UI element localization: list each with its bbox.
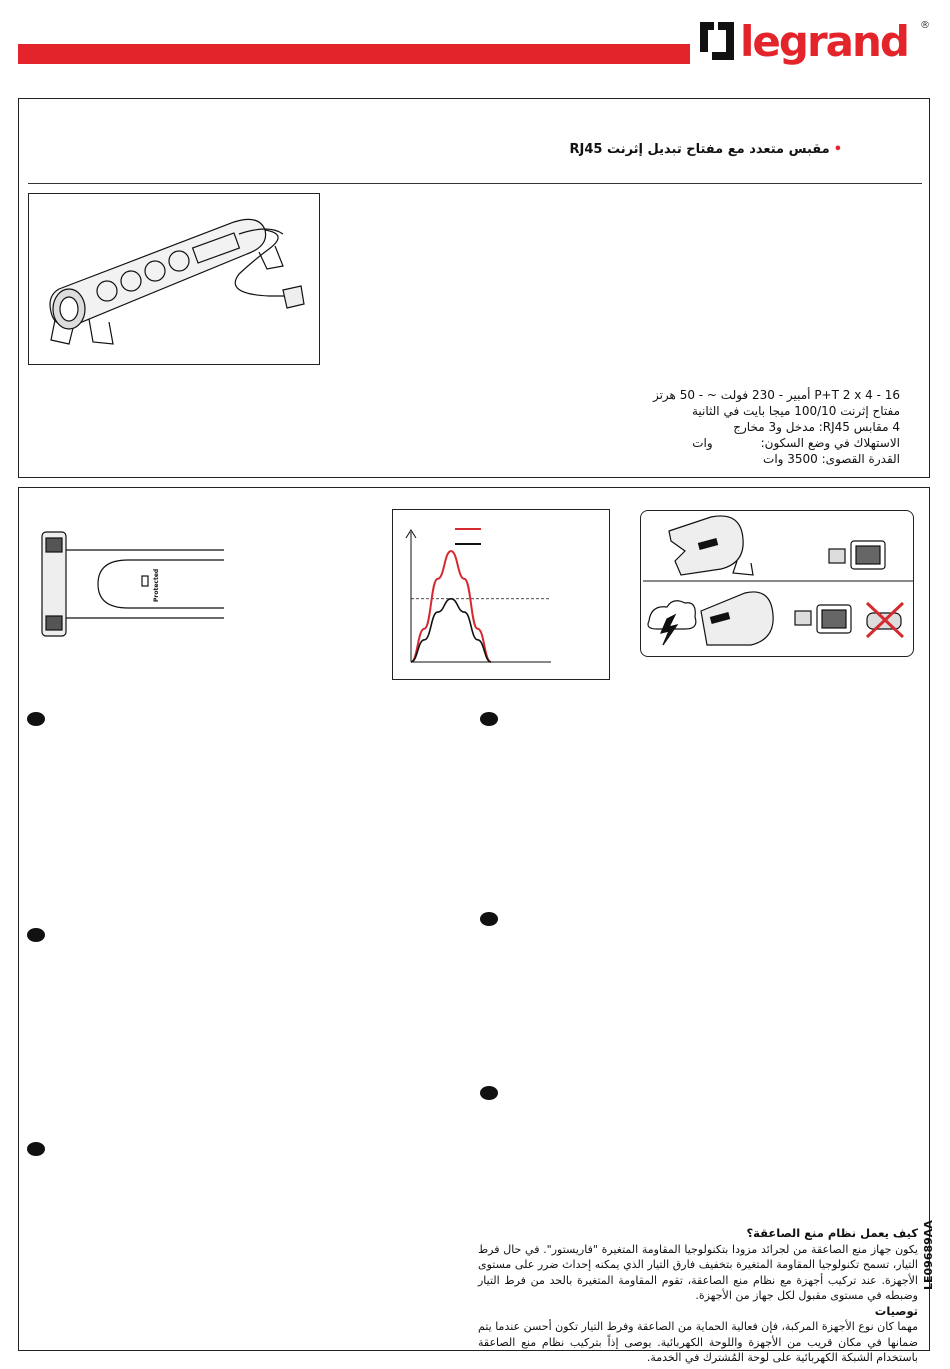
recommendations-heading: توصيات (874, 1303, 918, 1318)
spec-max-power: القدرة القصوى: 3500 وات (763, 452, 900, 466)
series-line-red (411, 551, 491, 662)
language-marker-2 (480, 712, 498, 726)
howto-section (478, 1226, 918, 1366)
top-scene (669, 516, 885, 575)
language-marker-3 (480, 912, 498, 926)
product-title (569, 142, 842, 157)
language-marker-4 (27, 928, 45, 942)
registered-mark: ® (920, 20, 930, 31)
language-marker-6 (27, 1142, 45, 1156)
document-code: LE09689AA (922, 1220, 935, 1290)
surge-chart-svg (393, 510, 609, 679)
protected-label: Protected (153, 568, 160, 602)
howto-body: يكون جهاز منع الصاعقة من لجرائد مزودا بتكنولوجيا المقاومة المتغيرة "فاريستور". في حال فرط التيار، تسمح تكنولوجيا المقاومة المتغيرة بتخفيف فارق التيار الذي يمكنه إحداث ضرر على مستوى الأجهزة. عند تركيب أجهزة مع نظام منع الصاعقة، تقوم المقاومة المتغيرة بالحد من فرط التيار وضبطه في مستوى مقبول لكل جهاز من الأجهزة. (478, 1242, 918, 1302)
protected-indicator-sketch (38, 528, 228, 640)
product-image-frame (28, 193, 320, 365)
spec-standby-label: الاستهلاك في وضع السكون: (760, 436, 900, 450)
power-strip-illustration (29, 194, 319, 364)
spec-ethernet: مفتاح إثرنت 100/10 ميجا بايت في الثانية (691, 404, 900, 418)
product-title-text: مقبس متعدد مع مفتاح تبديل إثرنت RJ45 (569, 142, 830, 157)
recommendations-body: مهما كان نوع الأجهزة المركبة، فإن فعالية الحماية من الصاعقة وفرط التيار تكون أحسن عندما يتم ضمانها في مكان قريب من الأجهزة واللوحة الكهربائية. يوصى إذاً بتركيب نظام منع الصاعقة باستخدام الشبكة الكهربائية على لوحة المُشترك في الخدمة. (478, 1320, 918, 1364)
title-divider (28, 183, 922, 184)
language-marker-5 (480, 1086, 498, 1100)
header-red-bar (18, 44, 690, 64)
brand-wordmark: legrand (740, 17, 908, 66)
howto-heading: كيف يعمل نظام منع الصاعقة؟ (746, 1226, 918, 1240)
legrand-mark-icon (698, 20, 736, 62)
surge-chart (392, 509, 610, 680)
spec-rj45: 4 مقابس RJ45: مدخل و3 مخارج (733, 420, 900, 434)
bottom-scene (648, 592, 903, 645)
surge-protection-illustration (640, 510, 914, 657)
lightning-scenario-illustration (641, 511, 913, 656)
spec-rating: 16 - P+T 2 x 4 أمبير - 230 فولت ~ - 50 هرتز (652, 388, 900, 402)
spec-standby-unit: وات (692, 436, 713, 450)
spec-standby (653, 435, 900, 451)
spec-list (653, 387, 900, 467)
title-bullet: • (833, 142, 842, 157)
language-marker-1 (27, 712, 45, 726)
brand-logo (698, 16, 934, 76)
